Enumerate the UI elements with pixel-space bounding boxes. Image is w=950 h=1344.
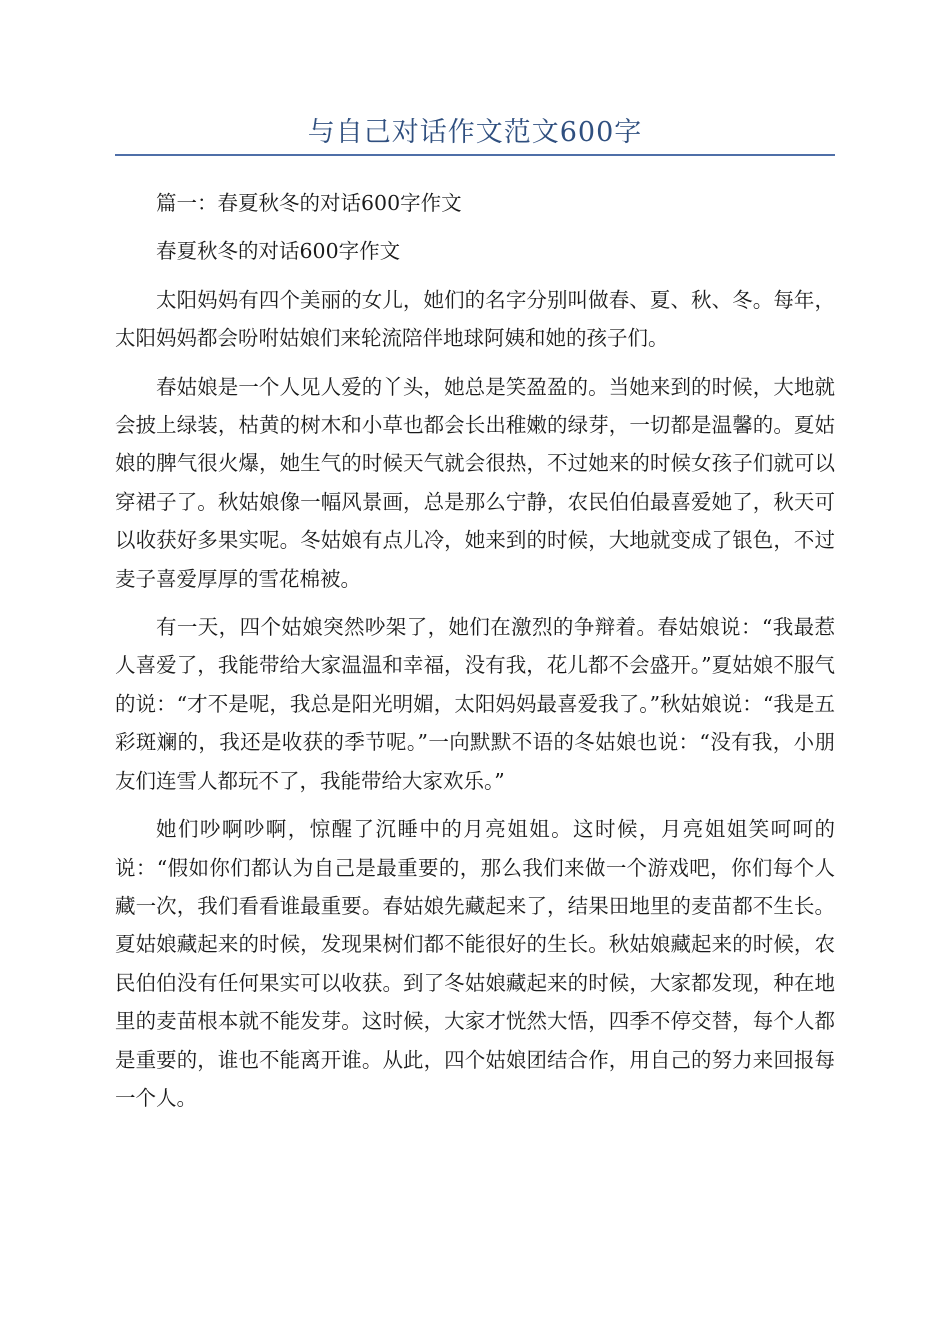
document-body: [115, 184, 835, 1117]
document-page: [115, 0, 835, 1127]
body-paragraph: 她们吵啊吵啊，惊醒了沉睡中的月亮姐姐。这时候，月亮姐姐笑呵呵的说：“假如你们都认为自己是最重要的，那么我们来做一个游戏吧，你们每个人藏一次，我们看看谁最重要。春姑娘先藏起来了，结果田地里的麦苗都不生长。夏姑娘藏起来的时候，发现果树们都不能很好的生长。秋姑娘藏起来的时候，农民伯伯没有任何果实可以收获。到了冬姑娘藏起来的时候，大家都发现，种在地里的麦苗根本就不能发芽。这时候，大家才恍然大悟，四季不停交替，每个人都是重要的，谁也不能离开谁。从此，四个姑娘团结合作，用自己的努力来回报每一个人。: [115, 817, 835, 1110]
body-paragraph: 有一天，四个姑娘突然吵架了，她们在激烈的争辩着。春姑娘说：“我最惹人喜爱了，我能带给大家温温和幸福，没有我，花儿都不会盛开。”夏姑娘不服气的说：“才不是呢，我总是阳光明媚，太阳妈妈最喜爱我了。”秋姑娘说：“我是五彩斑斓的，我还是收获的季节呢。”一向默默不语的冬姑娘也说：“没有我，小朋友们连雪人都玩不了，我能带给大家欢乐。”: [115, 615, 835, 793]
body-paragraph: 太阳妈妈有四个美丽的女儿，她们的名字分别叫做春、夏、秋、冬。每年，太阳妈妈都会吩咐姑娘们来轮流陪伴地球阿姨和她的孩子们。: [115, 287, 835, 351]
section-heading: 篇一：春夏秋冬的对话600字作文: [156, 191, 462, 215]
body-paragraph: 春姑娘是一个人见人爱的丫头，她总是笑盈盈的。当她来到的时候，大地就会披上绿装，枯黄的树木和小草也都会长出稚嫩的绿芽，一切都是温馨的。夏姑娘的脾气很火爆，她生气的时候天气就会很热，不过她来的时候女孩子们就可以穿裙子了。秋姑娘像一幅风景画，总是那么宁静，农民伯伯最喜爱她了，秋天可以收获好多果实呢。冬姑娘有点儿冷，她来到的时候，大地就变成了银色，不过麦子喜爱厚厚的雪花棉被。: [115, 374, 835, 591]
document-title: 与自己对话作文范文600字: [307, 117, 643, 148]
essay-title: 春夏秋冬的对话600字作文: [156, 239, 401, 264]
title-underline: [115, 154, 835, 156]
